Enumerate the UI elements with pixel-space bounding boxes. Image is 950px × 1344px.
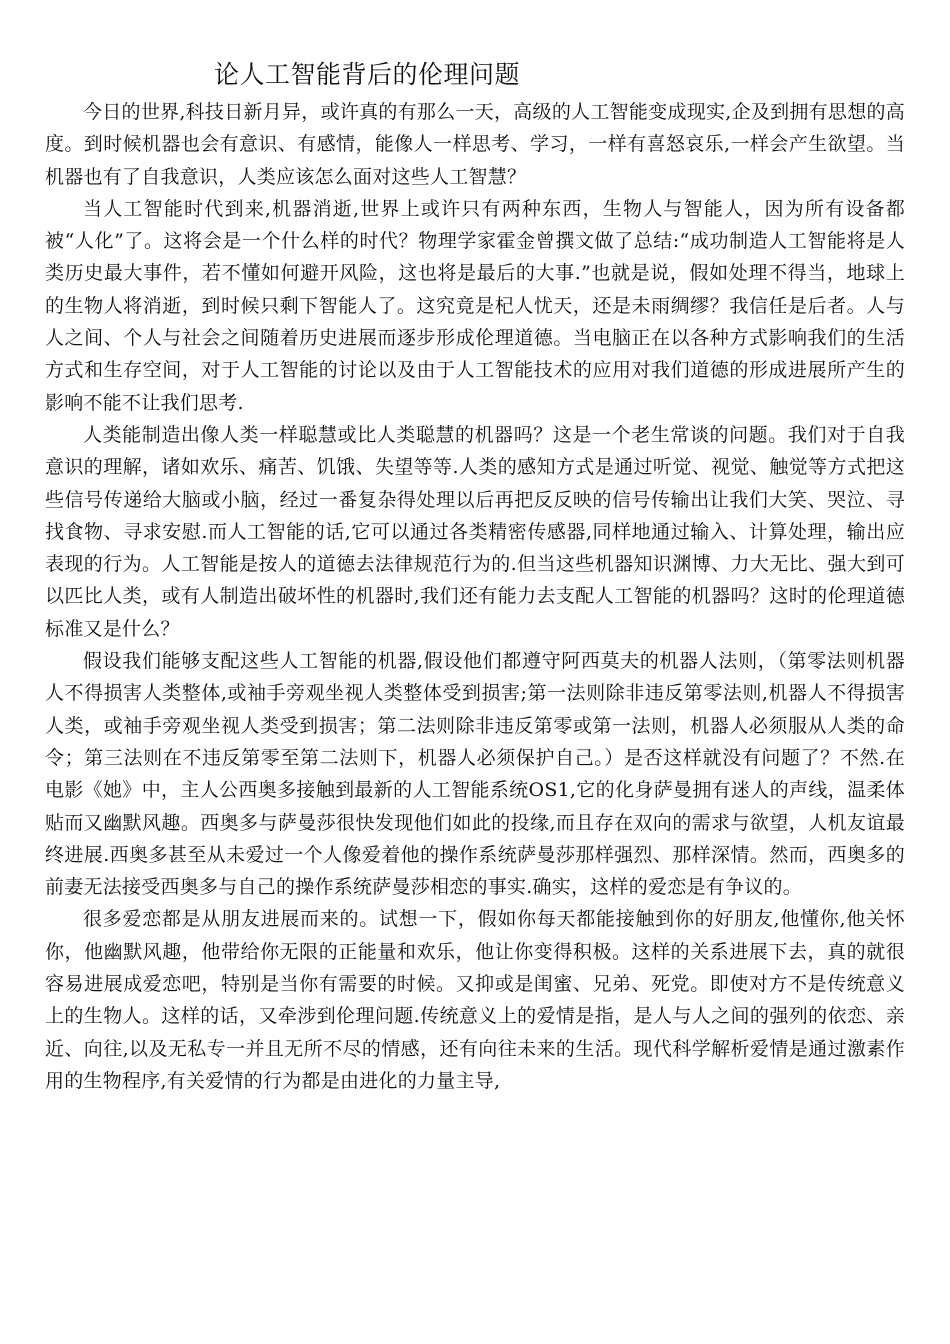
paragraph-3: 人类能制造出像人类一样聪慧或比人类聪慧的机器吗？这是一个老生常谈的问题。我们对于自我意识的理解，诸如欢乐、痛苦、饥饿、失望等等.人类的感知方式是通过听觉、视觉、触觉等方式把这些信号传递给大脑或小脑，经过一番复杂得处理以后再把反反映的信号传输出让我们大笑、哭泣、寻找食物、寻求安慰.而人工智能的话,它可以通过各类精密传感器,同样地通过输入、计算处理，输出应表现的行为。人工智能是按人的道德去法律规范行为的.但当这些机器知识渊博、力大无比、强大到可以匹比人类，或有人制造出破坏性的机器时,我们还有能力去支配人工智能的机器吗？这时的伦理道德标准又是什么？ xyxy=(45,423,905,640)
document-title: 论人工智能背后的伦理问题 xyxy=(214,60,521,89)
paragraph-2: 当人工智能时代到来,机器消逝,世界上或许只有两种东西，生物人与智能人，因为所有设备都被“人化”了。这将会是一个什么样的时代？物理学家霍金曾撰文做了总结:“成功制造人工智能将是人类历史最大事件，若不懂如何避开风险，这也将是最后的大事.”也就是说，假如处理不得当，地球上的生物人将消逝，到时候只剩下智能人了。这究竟是杞人忧天，还是未雨绸缪？我信任是后者。人与人之间、个人与社会之间随着历史进展而逐步形成伦理道德。当电脑正在以各种方式影响我们的生活方式和生存空间，对于人工智能的讨论以及由于人工智能技术的应用对我们道德的形成进展所产生的影响不能不让我们思考. xyxy=(45,197,905,414)
paragraph-1: 今日的世界,科技日新月异，或许真的有那么一天，高级的人工智能变成现实,企及到拥有思想的高度。到时候机器也会有意识、有感情，能像人一样思考、学习，一样有喜怒哀乐,一样会产生欲望。当机器也有了自我意识，人类应该怎么面对这些人工智慧？ xyxy=(45,101,905,188)
paragraph-5: 很多爱恋都是从朋友进展而来的。试想一下，假如你每天都能接触到你的好朋友,他懂你,他关怀你，他幽默风趣，他带给你无限的正能量和欢乐，他让你变得积极。这样的关系进展下去，真的就很容易进展成爱恋吧，特别是当你有需要的时候。又抑或是闺蜜、兄弟、死党。即使对方不是传统意义上的生物人。这样的话，又牵涉到伦理问题.传统意义上的爱情是指，是人与人之间的强列的依恋、亲近、向往,以及无私专一并且无所不尽的情感，还有向往未来的生活。现代科学解析爱情是通过激素作用的生物程序,有关爱情的行为都是由进化的力量主导, xyxy=(45,908,905,1092)
paragraph-4: 假设我们能够支配这些人工智能的机器,假设他们都遵守阿西莫夫的机器人法则，（第零法则机器人不得损害人类整体,或袖手旁观坐视人类整体受到损害;第一法则除非违反第零法则,机器人不得损害人类，或袖手旁观坐视人类受到损害；第二法则除非违反第零或第一法则，机器人必须服从人类的命令；第三法则在不违反第零至第二法则下，机器人必须保护自己。）是否这样就没有问题了？不然.在电影《她》中，主人公西奥多接触到最新的人工智能系统OS1,它的化身萨曼拥有迷人的声线，温柔体贴而又幽默风趣。西奥多与萨曼莎很快发现他们如此的投缘,而且存在双向的需求与欲望，人机友谊最终进展.西奥多甚至从未爱过一个人像爱着他的操作系统萨曼莎那样强烈、那样深情。然而，西奥多的前妻无法接受西奥多与自己的操作系统萨曼莎相恋的事实.确实，这样的爱恋是有争议的。 xyxy=(45,650,905,899)
document-body xyxy=(45,96,905,1097)
